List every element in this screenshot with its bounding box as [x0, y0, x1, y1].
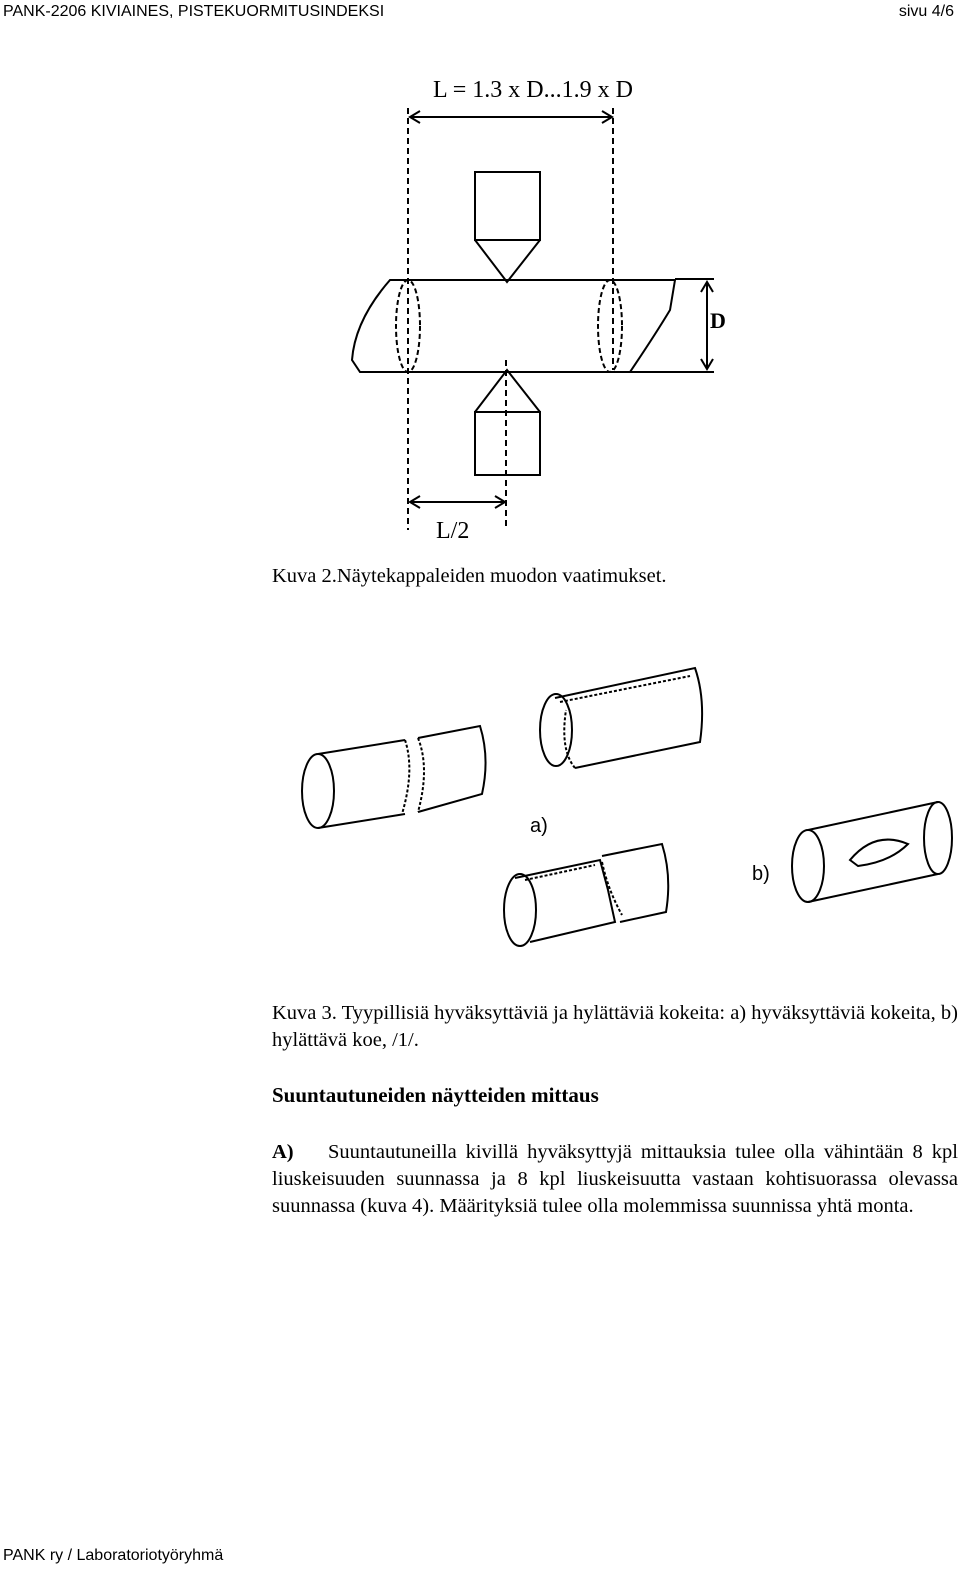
length-label: L = 1.3 x D...1.9 x D [433, 77, 633, 103]
label-accepted: a) [530, 815, 548, 837]
item-label: A) [272, 1141, 294, 1163]
page-number: sivu 4/6 [898, 3, 954, 20]
figure-caption-1: Kuva 2.Näytekappaleiden muodon vaatimukset. [272, 565, 667, 587]
footer-text: PANK ry / Laboratoriotyöryhmä [3, 1547, 224, 1564]
specimen-shape-figure [330, 60, 750, 550]
label-rejected: b) [752, 863, 770, 885]
figure-caption-2: Kuva 3. Tyypillisiä hyväksyttäviä ja hylättäviä kokeita: a) hyväksyttäviä kokeita, b) hylättävä koe, /1/. [272, 1002, 958, 1051]
item-text: Suuntautuneilla kivillä hyväksyttyjä mittauksia tulee olla vähintään 8 kpl liuskeisuuden suunnassa ja 8 kpl liuskeisuutta vastaan kohtisuorassa olevassa suunnassa (kuva 4). Määrityksiä tulee olla molemmissa suunnissa yhtä monta. [272, 1141, 958, 1217]
diameter-label: D [710, 308, 726, 333]
section-heading: Suuntautuneiden näytteiden mittaus [272, 1083, 599, 1107]
test-results-figure [290, 650, 960, 970]
half-length-label: L/2 [436, 518, 470, 544]
section-paragraph [272, 1139, 958, 1220]
header-title: PANK-2206 KIVIAINES, PISTEKUORMITUSINDEKSI [3, 3, 385, 20]
